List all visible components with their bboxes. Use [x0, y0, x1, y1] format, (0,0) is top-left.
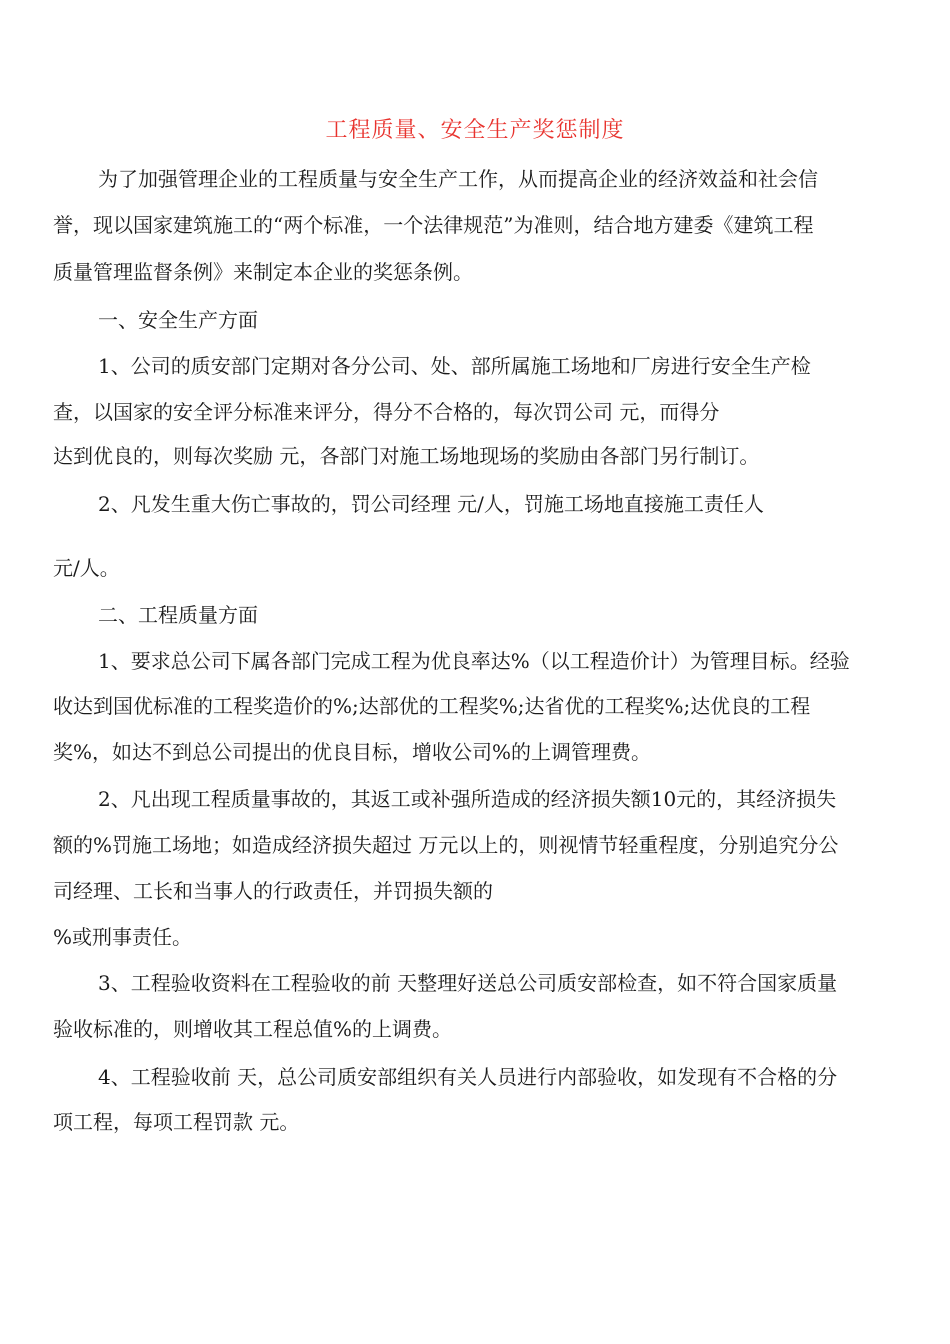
paragraph-line: 誉，现以国家建筑施工的“两个标准，一个法律规范”为准则，结合地方建委《建筑工程 [53, 213, 814, 237]
paragraph-line: 奖%，如达不到总公司提出的优良目标，增收公司%的上调管理费。 [53, 740, 652, 764]
paragraph-line: 验收标准的，则增收其工程总值%的上调费。 [53, 1017, 453, 1041]
paragraph-line: 收达到国优标准的工程奖造价的%;达部优的工程奖%;达省优的工程奖%;达优良的工程 [53, 694, 811, 718]
section-heading: 一、安全生产方面 [98, 308, 258, 332]
paragraph-line: 质量管理监督条例》来制定本企业的奖惩条例。 [53, 260, 473, 284]
paragraph-line: 司经理、工长和当事人的行政责任，并罚损失额的 [53, 879, 493, 903]
paragraph-line: 2、凡发生重大伤亡事故的，罚公司经理 元/人，罚施工场地直接施工责任人 [98, 492, 764, 516]
document-title: 工程质量、安全生产奖惩制度 [325, 118, 625, 143]
paragraph-line: 查，以国家的安全评分标准来评分，得分不合格的，每次罚公司 元，而得分 [53, 400, 720, 424]
paragraph-line: 4、工程验收前 天，总公司质安部组织有关人员进行内部验收，如发现有不合格的分 [98, 1065, 838, 1089]
section-heading: 二、工程质量方面 [98, 603, 258, 627]
paragraph-line: 1、要求总公司下属各部门完成工程为优良率达%（以工程造价计）为管理目标。经验 [98, 649, 850, 673]
paragraph-line: 项工程，每项工程罚款 元。 [53, 1110, 300, 1134]
paragraph-line: 元/人。 [53, 556, 120, 580]
paragraph-line: 1、公司的质安部门定期对各分公司、处、部所属施工场地和厂房进行安全生产检 [98, 354, 811, 378]
paragraph-line: 达到优良的，则每次奖励 元，各部门对施工场地现场的奖励由各部门另行制订。 [53, 444, 760, 468]
paragraph-line: 额的%罚施工场地；如造成经济损失超过 万元以上的，则视情节轻重程度，分别追究分公 [53, 833, 839, 857]
paragraph-line: 2、凡出现工程质量事故的，其返工或补强所造成的经济损失额10元的，其经济损失 [98, 787, 837, 811]
paragraph-line: 为了加强管理企业的工程质量与安全生产工作，从而提高企业的经济效益和社会信 [98, 167, 818, 191]
paragraph-line: 3、工程验收资料在工程验收的前 天整理好送总公司质安部检查，如不符合国家质量 [98, 971, 838, 995]
paragraph-line: %或刑事责任。 [53, 925, 193, 949]
